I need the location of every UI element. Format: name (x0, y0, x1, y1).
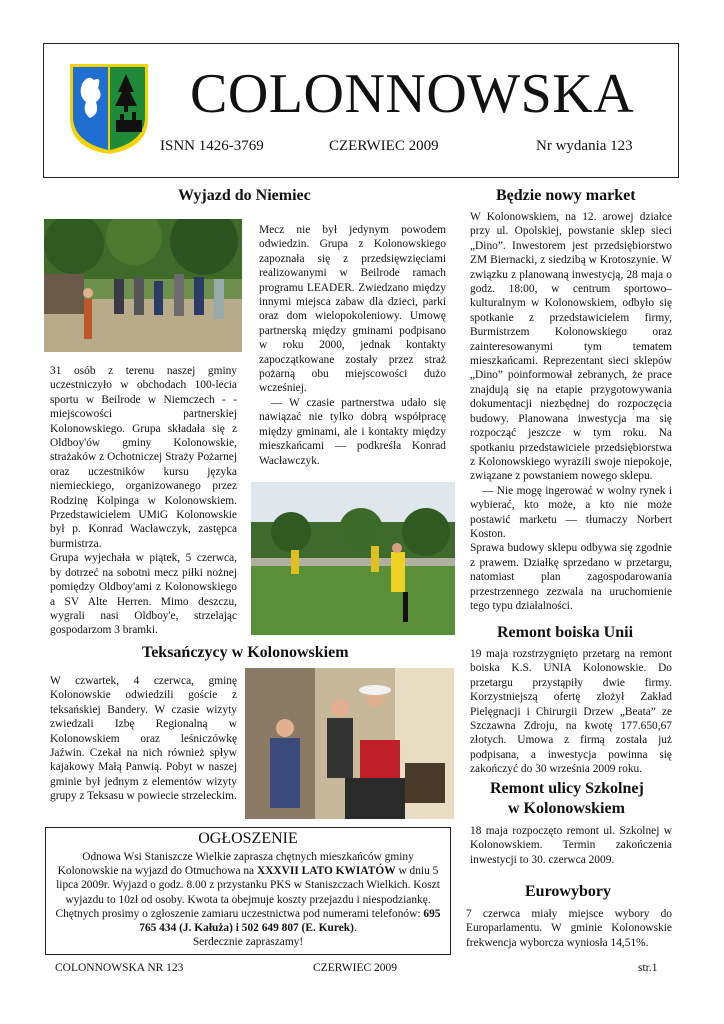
announcement-heading: OGŁOSZENIE (198, 830, 298, 847)
photo-group-beilrode (44, 219, 242, 352)
heading-teksas: Teksańczycy w Kolonowskiem (142, 644, 349, 661)
heading-szkolna-line2: w Kolonowskiem (508, 800, 625, 817)
heading-eurowybory: Eurowybory (525, 883, 611, 900)
article-eurowybory-body: 7 czerwca miały miejsce wybory do Europarlamentu. W gminie Kolonowskie frekwencja wyborcza wyniosła 14,51%. (466, 908, 672, 949)
coat-of-arms-icon (68, 62, 150, 156)
heading-niemcy: Wyjazd do Niemiec (178, 187, 311, 204)
newspaper-title: COLONNOWSKA (190, 63, 635, 125)
photo-texas-visitors (245, 668, 454, 819)
footer-date: CZERWIEC 2009 (313, 962, 398, 974)
article-teksas-body: W czwartek, 4 czerwca, gminę Kolonowskie odwiedzili goście z teksańskiej Bandery. W czasie wizyty zwiedzali Izbę Regionalną w Kolonowskiem oraz leśniczówkę Jaźwin. Czekał na nich również spływ kajakowy Małą Panwią. Pobyt w naszej gminie był jednym z elementów wizyty grupy z Teksasu w powiecie strzeleckim. (50, 675, 237, 803)
footer-title: COLONNOWSKA NR 123 (55, 962, 184, 974)
article-szkolna-body: 18 maja rozpoczęto remont ul. Szkolnej w Kolonowskiem. Termin zakończenia inwestycji to 30. czerwca 2009. (470, 825, 672, 866)
announcement-body: Odnowa Wsi Staniszcze Wielkie zaprasza chętnych mieszkańców gminy Kolonowskie na wyjazd do Otmuchowa na XXXVII LATO KWIATÓW w dniu 5 lipca 2009r. Wyjazd o godz. 8.00 z przystanku PKS w Staniszczach Wielkich. Koszt wyjazdu to 10zł od osoby. Kwota ta obejmuje koszty przejazdu i niespodziankę. Chętnych prosimy o zgłoszenie zamiaru uczestnictwa pod numerami telefonów: 695 765 434 (J. Kałuża) i 502 649 807 (E. Kurek). Serdecznie zapraszamy! (55, 851, 441, 949)
announcement-phones: 695 765 434 (J. Kałuża) i 502 649 807 (E. Kurek) (139, 907, 441, 935)
issue-date: CZERWIEC 2009 (329, 138, 439, 154)
article-niemcy-caption: 31 osób z terenu naszej gminy uczestniczyło w obchodach 100-lecia sportu w Beilrode w Niemczech - - miejscowości partnerskiej Kolonowskiego. Grupa składała się z Oldboy'ów gminy Kolonowskie, strażaków z Ochotniczej Straży Pożarnej oraz uczestników kursu języka niemieckiego, organizowanego przez Rodzinę Kolpinga w Kolonowskiem. Przedstawicielem UMiG Kolonowskie był p. Konrad Wacławczyk, zastępca burmistrza. Grupa wyjechała w piątek, 5 czerwca, by dotrzeć na sobotni mecz piłki nożnej pomiędzy Oldboy'ami z Kolonowskiego a SV Alte Herren. Mimo deszczu, wygrali nasi Oldboy'e, strzelając gospodarzom 3 bramki. (50, 365, 237, 637)
issn-label: ISNN 1426-3769 (160, 138, 264, 154)
heading-market: Będzie nowy market (496, 187, 636, 204)
issue-number: Nr wydania 123 (536, 138, 633, 154)
article-niemcy-column2: Mecz nie był jedynym powodem odwiedzin. Grupa z Kolonowskiego zapoznała się z przedsięwzięciami realizowanymi w Beilrode ramach programu LEADER. Zwiedzano między innymi miejsca zabaw dla dzieci, parki oraz dom wielopokoleniowy. Umowę partnerską między gminami podpisano w roku 2000, jednak kontakty zapoczątkowane zostały przez straż pożarną obu miejscowości dużo wcześniej. — W czasie partnerstwa udało się nawiązać nie tylko dobrą współpracę między gminami, ale i kontakty między mieszkańcami — podkreśla Konrad Wacławczyk. (259, 224, 446, 467)
page-number: str.1 (638, 962, 658, 974)
article-market-body: W Kolonowskiem, na 12. arowej działce przy ul. Opolskiej, powstanie sklep sieci „Dino”. Inwestorem jest przedsiębiorstwo ZM Biernacki, z siedzibą w Krotoszynie. W związku z planowaną inwestycją, 28 maja o godz. 18:00, w centrum sportowo–kulturalnym w Kolonowskiem, odbyło się spotkanie z przedstawicielem firmy, Burmistrzem Kolonowskiego oraz zainteresowanymi tym tematem mieszkańcami. Reprezentant sieci sklepów „Dino” poinformował zebranych, że prace znajdują się na etapie przygotowywania dokumentacji niezbędnej do rozpoczęcia budowy. Planowana inwestycja ma się rozpocząć jeszcze w tym roku. Na spotkaniu przedstawiciele przedsiębiorstwa z Kolonowskiego wyrazili swoje niepokoje, związane z powstaniem nowego sklepu. — Nie mogę ingerować w wolny rynek i wybierać, kto może, a kto nie może postawić marketu — tłumaczy Norbert Koston. Sprawa budowy sklepu odbywa się zgodnie z prawem. Działkę sprzedano w przetargu, natomiast plan zagospodarowania przestrzennego zezwala na uruchomienie tego typu działalności. (470, 211, 672, 612)
announcement-closing: Serdecznie zapraszamy! (192, 936, 304, 949)
announcement-event: XXXVII LATO KWIATÓW (256, 865, 396, 878)
heading-boisko: Remont boiska Unii (497, 624, 634, 641)
article-boisko-body: 19 maja rozstrzygnięto przetarg na remont boiska K.S. UNIA Kolonowskie. Do przetargu przystąpiły dwie firmy. Korzystniejszą ofertę złożył Zakład Pielęgnacji i Chirurgii Drzew „Beata” ze Szczawna Zdroju, na kwotę 177.650,67 złotych. Umowa z firmą została już podpisana, a inwestycja powinna się zakończyć do 30 września 2009 roku. (470, 648, 672, 776)
heading-szkolna-line1: Remont ulicy Szkolnej (490, 780, 644, 797)
photo-football-match (251, 482, 455, 635)
